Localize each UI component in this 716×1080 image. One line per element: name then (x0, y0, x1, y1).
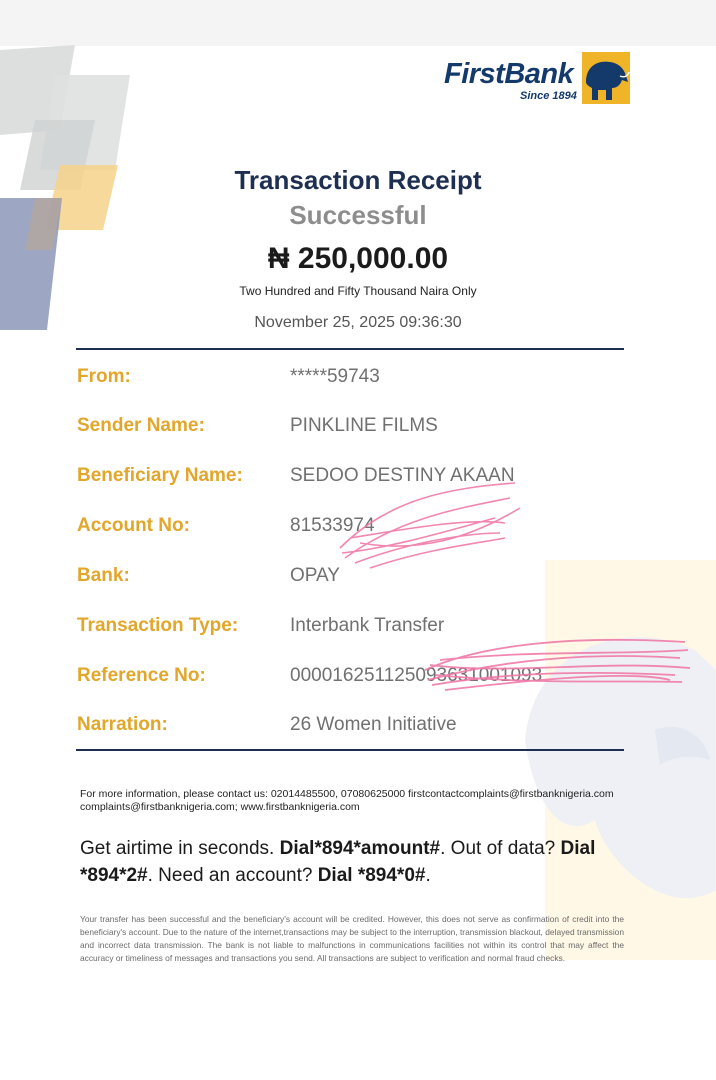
from-label: From: (77, 366, 131, 387)
promo-text-1: Get airtime in seconds. (80, 838, 280, 859)
promo-text-3: . Need an account? (147, 865, 318, 886)
receipt-title: Transaction Receipt (234, 165, 482, 195)
amount-in-words: Two Hundred and Fifty Thousand Naira Only (239, 284, 477, 298)
narration-label: Narration: (77, 714, 168, 735)
promo-text-4: . (425, 865, 431, 886)
sender-name-label: Sender Name: (77, 415, 205, 436)
contact-info: For more information, please contact us: 02014485500, 07080625000 firstcontactcomplaints@firstbanknigeria.com complaints@firstbanknigeria.com; www.firstbanknigeria.com (80, 788, 614, 813)
elephant-watermark-icon (505, 560, 716, 960)
receipt-amount: ₦ 250,000.00 (267, 242, 449, 275)
reference-no-label: Reference No: (77, 665, 206, 686)
promo-text-2: . Out of data? (440, 838, 561, 859)
logo-wordmark: FirstBank (444, 58, 574, 90)
narration-value: 26 Women Initiative (290, 714, 457, 735)
disclaimer-text: Your transfer has been successful and the beneficiary's account will be credited. However, this does not serve as confirmation of credit into the beneficiary's account. Due to the nature of the internet,transactions may be subject to the interruption, transmission blackout, delayed transmission and incorrect data transmission. The bank is not liable to malfunctions in communications facilities not within its control that may affect the accuracy or timeliness of messages and transactions you send. All transactions are subject to verification and normal fraud checks. (80, 914, 624, 963)
receipt-status: Successful (289, 200, 427, 230)
promo-code-account: Dial *894*0# (317, 865, 426, 886)
bank-label: Bank: (77, 565, 130, 586)
bank-value: OPAY (290, 565, 340, 586)
account-no-value: 81533974 (290, 515, 375, 536)
transaction-datetime: November 25, 2025 09:36:30 (254, 314, 462, 331)
ussd-promo (80, 835, 640, 889)
promo-code-airtime: Dial*894*amount# (279, 838, 441, 859)
transaction-type-label: Transaction Type: (77, 615, 239, 636)
reference-no-value: 000016251125093631001093 (290, 665, 543, 686)
divider-top (76, 348, 624, 350)
sender-name-value: PINKLINE FILMS (290, 415, 438, 436)
beneficiary-name-value: SEDOO DESTINY AKAAN (290, 465, 515, 486)
divider-bottom (76, 749, 624, 751)
firstbank-logo (444, 52, 634, 108)
elephant-logo-icon (582, 52, 630, 104)
beneficiary-name-label: Beneficiary Name: (77, 465, 243, 486)
transaction-type-value: Interbank Transfer (290, 615, 445, 636)
logo-tagline: Since 1894 (520, 90, 577, 102)
promo-code-data: Dial *894*2# (80, 838, 596, 886)
from-value: *****59743 (290, 366, 380, 387)
account-no-label: Account No: (77, 515, 190, 536)
